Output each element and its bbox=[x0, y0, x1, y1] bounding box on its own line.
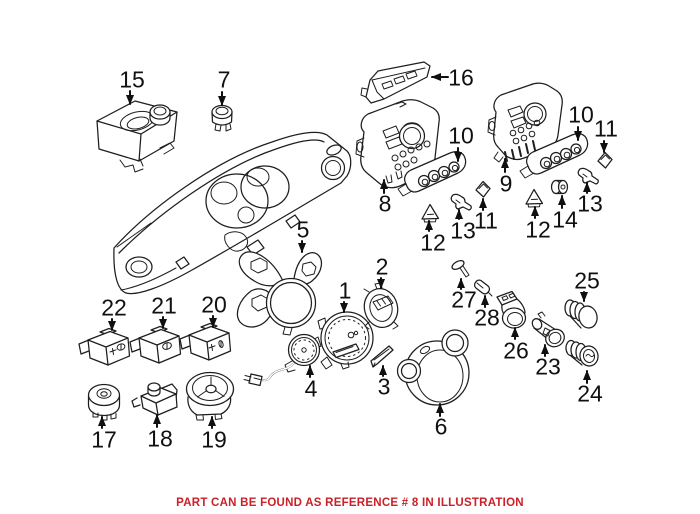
callout-2-gauge-pod: 2 bbox=[375, 253, 389, 280]
callout-26-socket-housing: 26 bbox=[503, 337, 529, 364]
callout-16-trim-strip: 16 bbox=[448, 64, 474, 91]
callout-15-radio-module: 15 bbox=[119, 66, 145, 93]
callout-5-cluster-bezel: 5 bbox=[296, 216, 310, 243]
callout-10-switch-panel: 10 bbox=[448, 122, 474, 149]
callout-25-power-socket: 25 bbox=[574, 267, 600, 294]
callout-4-tachometer: 4 bbox=[304, 375, 318, 402]
callout-22-switch: 22 bbox=[101, 294, 127, 321]
callout-11-cap: 11 bbox=[594, 115, 618, 142]
callout-14-bulb-socket: 14 bbox=[552, 206, 578, 233]
callout-23-lighter-socket: 23 bbox=[535, 353, 561, 380]
callout-8-climate-control-unit: 8 bbox=[378, 190, 392, 217]
callout-21-switch: 21 bbox=[151, 292, 177, 319]
callout-28-clip: 28 bbox=[474, 304, 500, 331]
callout-27-clip: 27 bbox=[451, 286, 477, 313]
callout-11-cap: 11 bbox=[474, 207, 498, 234]
callout-12-clip: 12 bbox=[420, 229, 446, 256]
caption-text: PART CAN BE FOUND AS REFERENCE # 8 IN ILLUSTRATION bbox=[176, 497, 524, 509]
callout-1-speedometer: 1 bbox=[338, 277, 352, 304]
callout-6-speaker-housing: 6 bbox=[434, 413, 448, 440]
callout-19-vent: 19 bbox=[201, 426, 227, 453]
callout-10-switch-panel: 10 bbox=[568, 101, 594, 128]
callout-20-switch: 20 bbox=[201, 291, 227, 318]
callout-24-power-socket: 24 bbox=[577, 380, 603, 407]
callout-13-clip: 13 bbox=[450, 217, 476, 244]
callout-13-clip: 13 bbox=[577, 190, 603, 217]
callout-17-knob: 17 bbox=[91, 426, 117, 453]
callout-18-switch: 18 bbox=[147, 425, 173, 452]
callout-3-trim-wedge: 3 bbox=[377, 373, 391, 400]
callout-12-clip: 12 bbox=[525, 216, 551, 243]
callout-9-climate-control-unit: 9 bbox=[499, 170, 513, 197]
callout-7-button-sensor: 7 bbox=[217, 66, 231, 93]
